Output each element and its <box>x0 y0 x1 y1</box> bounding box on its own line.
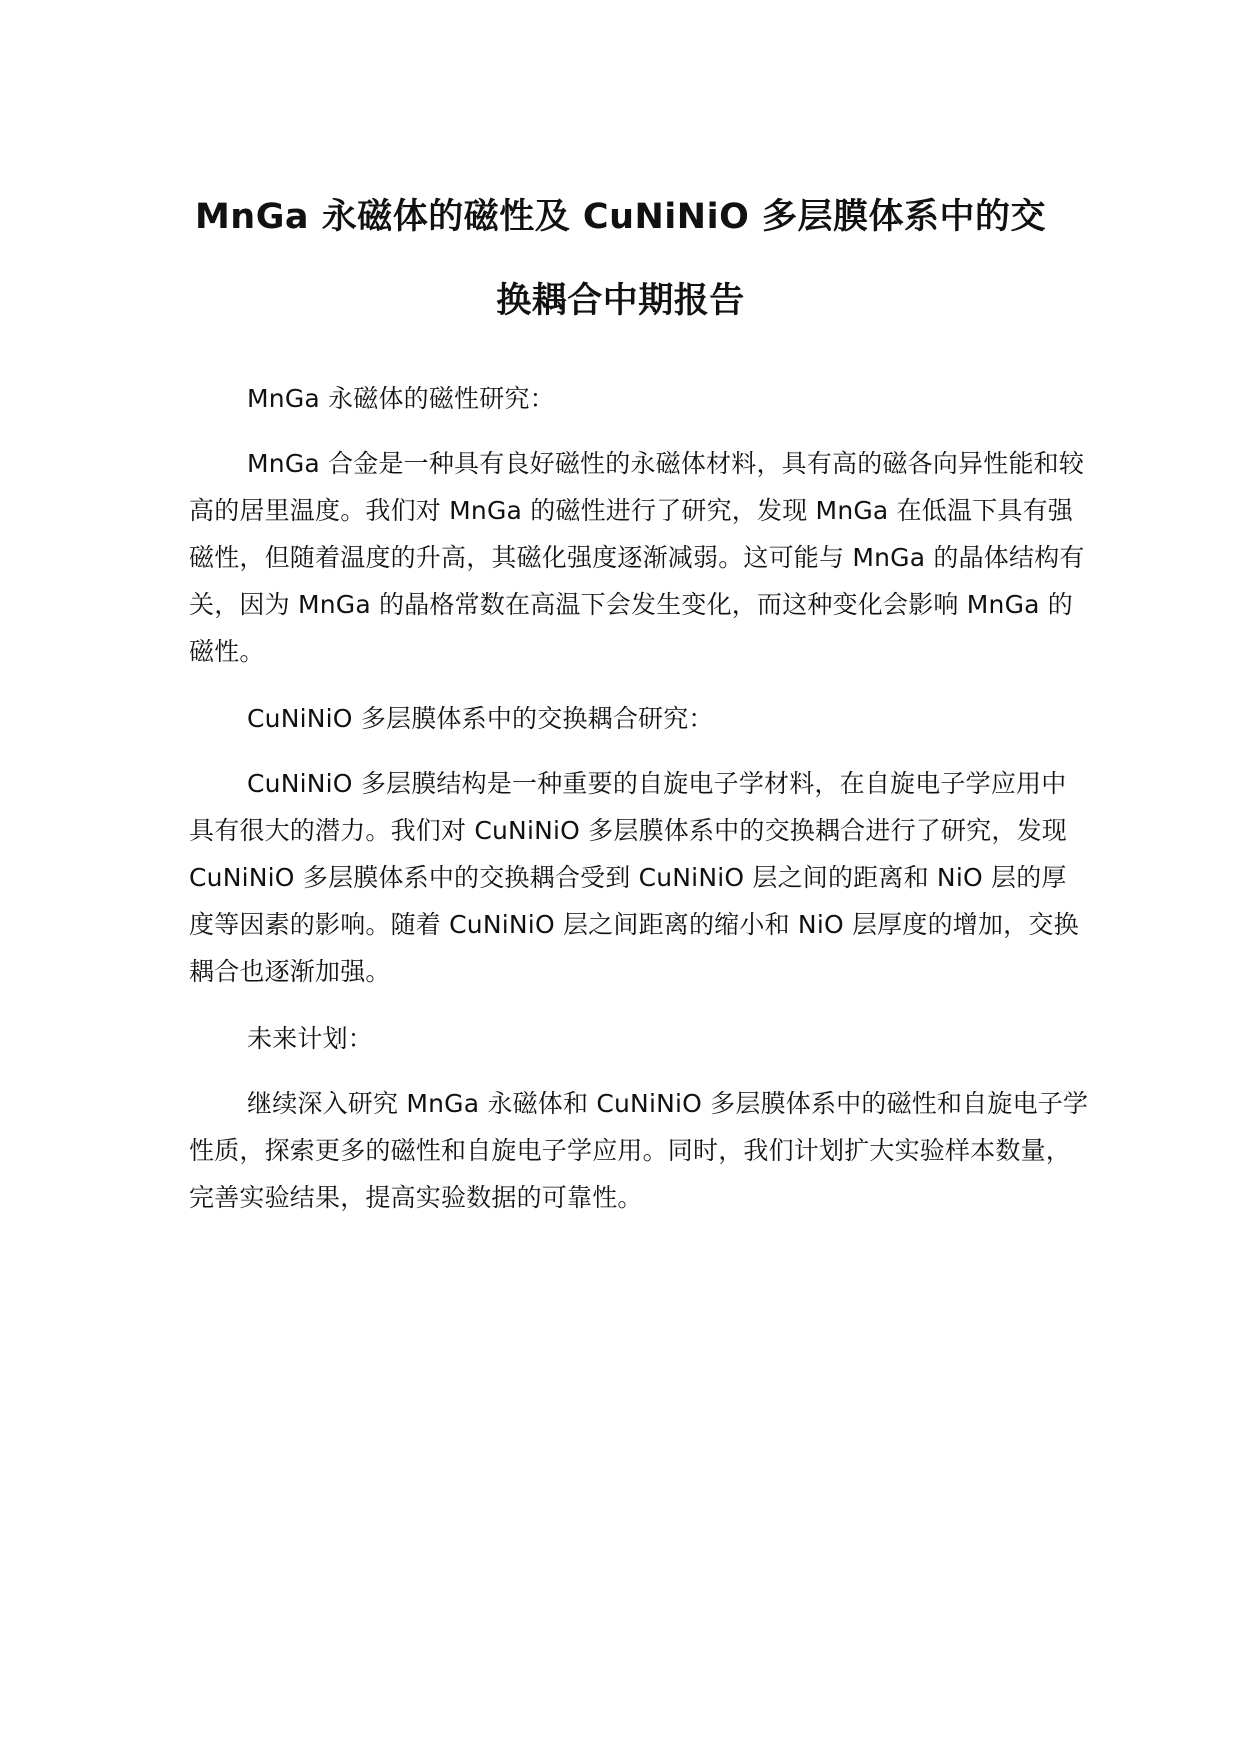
section-heading-future-plan: 未来计划： <box>247 1024 374 1053</box>
section-body-future-plan: 继续深入研究 MnGa 永磁体和 CuNiNiO 多层膜体系中的磁性和自旋电子学性质，探索更多的磁性和自旋电子学应用。同时，我们计划扩大实验样本数量，完善实验结果，提高实验数据的可靠性。 <box>189 1089 1089 1212</box>
section-body-cuninio: CuNiNiO 多层膜结构是一种重要的自旋电子学材料，在自旋电子学应用中具有很大的潜力。我们对 CuNiNiO 多层膜体系中的交换耦合进行了研究，发现 CuNiNiO 多层膜体系中的交换耦合受到 CuNiNiO 层之间的距离和 NiO 层的厚度等因素的影响。随着 CuNiNiO 层之间距离的缩小和 NiO 层厚度的增加，交换耦合也逐渐加强。 <box>189 769 1079 986</box>
title-line-1: MnGa 永磁体的磁性及 CuNiNiO 多层膜体系中的交 <box>194 197 1047 237</box>
title-line-2: 换耦合中期报告 <box>496 281 745 321</box>
section-heading-cuninio: CuNiNiO 多层膜体系中的交换耦合研究： <box>247 704 714 733</box>
document-title <box>160 175 1081 343</box>
section-heading-mnga: MnGa 永磁体的磁性研究： <box>247 384 555 413</box>
document-body <box>189 375 1089 1241</box>
section-body-mnga: MnGa 合金是一种具有良好磁性的永磁体材料，具有高的磁各向异性能和较高的居里温度。我们对 MnGa 的磁性进行了研究，发现 MnGa 在低温下具有强磁性，但随着温度的升高，其磁化强度逐渐减弱。这可能与 MnGa 的晶体结构有关，因为 MnGa 的晶格常数在高温下会发生变化，而这种变化会影响 MnGa 的磁性。 <box>189 449 1085 666</box>
